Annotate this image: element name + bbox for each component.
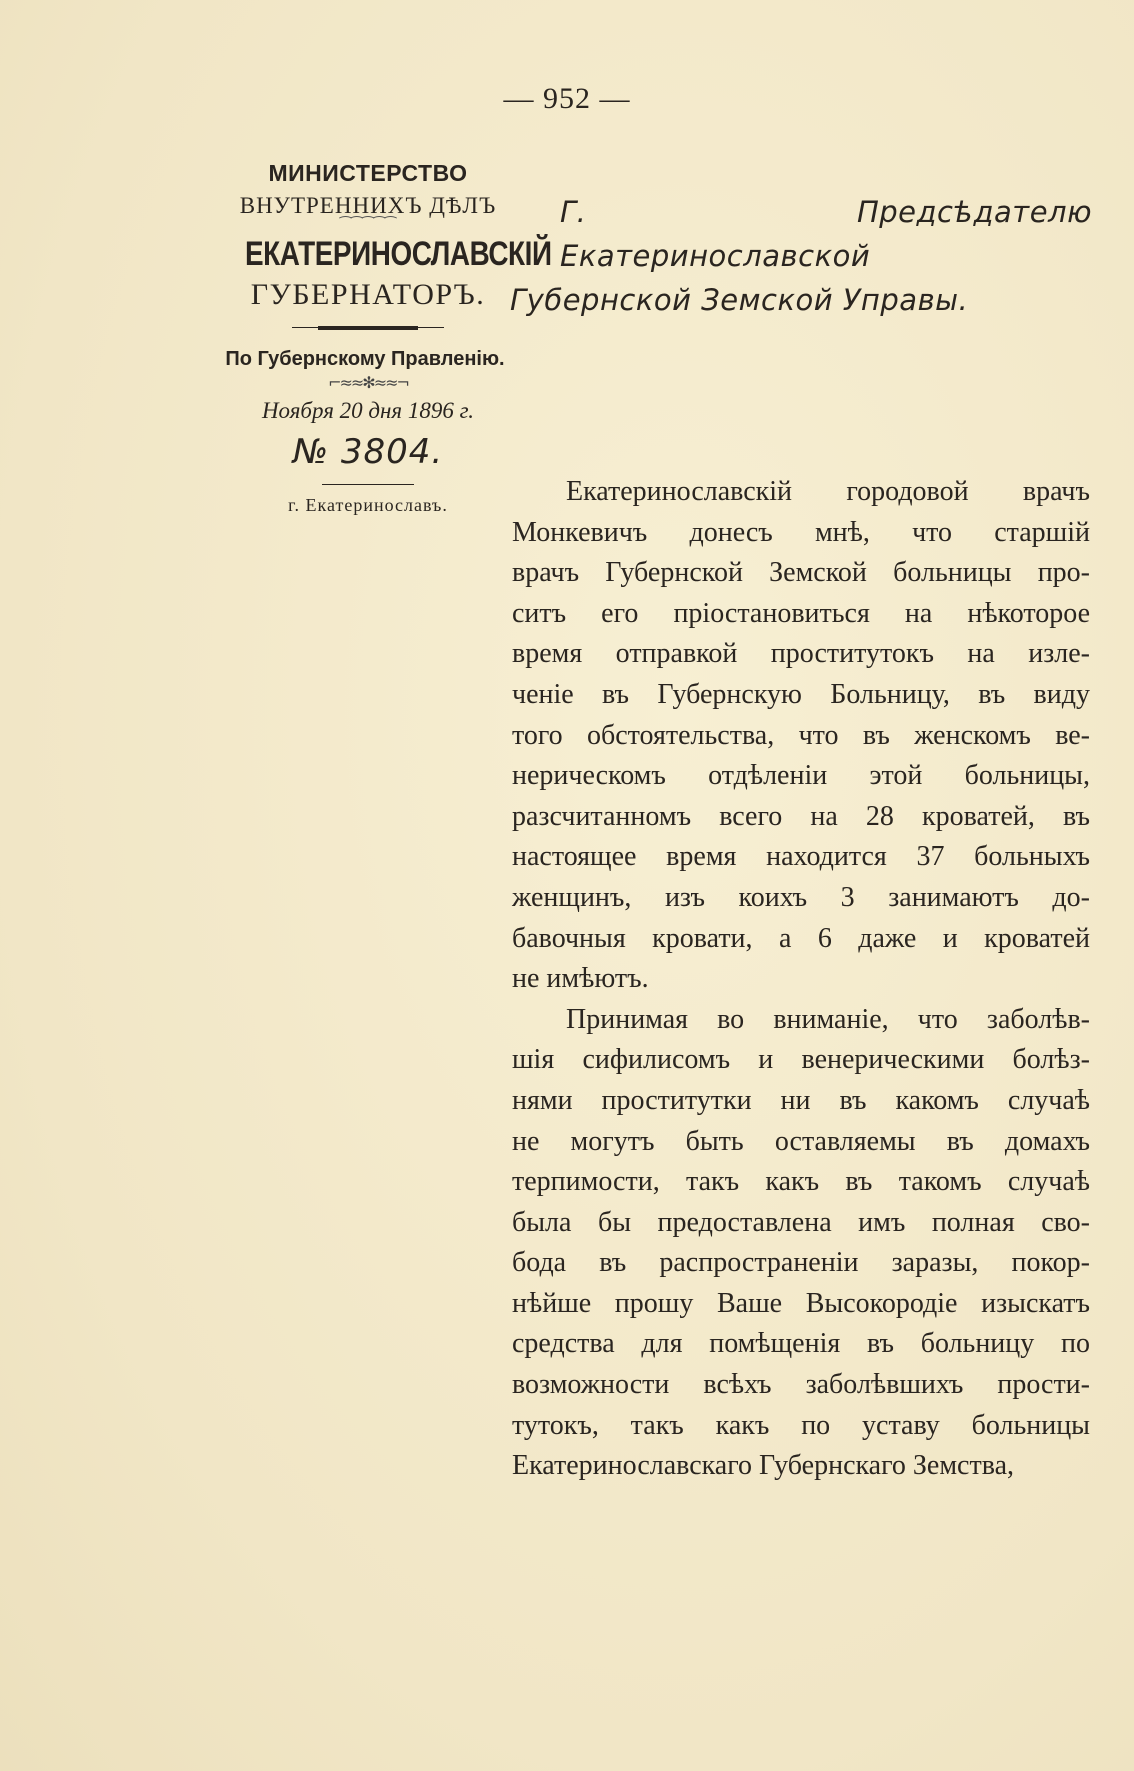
- body-line: терпимости, такъ какъ въ такомъ случаѣ: [512, 1166, 1090, 1198]
- body-line: возможности всѣхъ заболѣвшихъ прости-: [512, 1369, 1090, 1401]
- body-line: настоящее время находится 37 больныхъ: [512, 841, 1090, 873]
- body-line: того обстоятельства, что въ женскомъ ве-: [512, 719, 1090, 751]
- ministry-department: ВНУТРЕННИХЪ ДѢЛЪ: [239, 193, 497, 218]
- addressee-line-1: Г. Предсѣдателю Екатеринославской: [560, 195, 1092, 273]
- letterhead: [218, 160, 552, 516]
- department-line: По Губернскому Правленію.: [225, 348, 505, 370]
- body-line: время отправкой проститутокъ на изле-: [512, 638, 1090, 670]
- body-line: нерическомъ отдѣленіи этой больницы,: [512, 760, 1090, 792]
- body-line: средства для помѣщенія въ больницу по: [512, 1328, 1090, 1360]
- body-line: нями проститутки ни въ какомъ случаѣ: [512, 1084, 1090, 1116]
- addressee-line-2: Губернской Земской Управы.: [510, 283, 969, 317]
- ornament-flourish: ⌐≈≈✻≈≈¬: [328, 373, 408, 392]
- body-line: ченіе въ Губернскую Больницу, въ виду: [512, 678, 1090, 710]
- body-line: не имѣютъ.: [512, 963, 649, 995]
- body-line: тутокъ, такъ какъ по уставу больницы: [512, 1409, 1090, 1441]
- city-line: г. Екатеринославъ.: [288, 495, 448, 515]
- body-line: не могутъ быть оставляемы въ домахъ: [512, 1125, 1090, 1157]
- letter-body: [512, 472, 1090, 1487]
- body-line: врачъ Губернской Земской больницы про-: [512, 557, 1090, 589]
- body-line: ситъ его пріостановиться на нѣкоторое: [512, 597, 1090, 629]
- body-line: бода въ распространеніи заразы, покор-: [512, 1247, 1090, 1279]
- ministry-label: МИНИСТЕРСТВО: [268, 160, 468, 186]
- body-line: Монкевичъ донесъ мнѣ, что старшій: [512, 516, 1090, 548]
- governor-title: ГУБЕРНАТОРЪ.: [250, 278, 486, 311]
- body-line: нѣйше прошу Ваше Высокородіе изыскатъ: [512, 1287, 1090, 1319]
- divider-rule: [318, 326, 418, 330]
- body-line: Принимая во вниманіе, что заболѣв-: [566, 1003, 1090, 1035]
- body-line: бавочныя кровати, а 6 даже и кроватей: [512, 922, 1090, 954]
- ornament-flourish-small: ⁀⁀⁀⁀⁀: [339, 217, 397, 233]
- body-line: была бы предоставлена имъ полная сво-: [512, 1206, 1090, 1238]
- body-line: шія сифилисомъ и венерическими болѣз-: [512, 1044, 1090, 1076]
- body-line: разсчитанномъ всего на 28 кроватей, въ: [512, 800, 1090, 832]
- body-line: Екатеринославскаго Губернскаго Земства,: [512, 1450, 1015, 1482]
- document-date: Ноября 20 дня 1896 г.: [261, 398, 475, 423]
- body-line: женщинъ, изъ коихъ 3 занимаютъ до-: [512, 881, 1090, 913]
- governorate-title: ЕКАТЕРИНОСЛАВСКІЙ: [245, 235, 552, 273]
- body-line: Екатеринославскій городовой врачъ: [566, 476, 1090, 507]
- addressee: [512, 190, 1092, 322]
- page-number: — 952 —: [503, 82, 631, 115]
- divider-short: [322, 484, 414, 485]
- document-number: № 3804.: [292, 432, 444, 472]
